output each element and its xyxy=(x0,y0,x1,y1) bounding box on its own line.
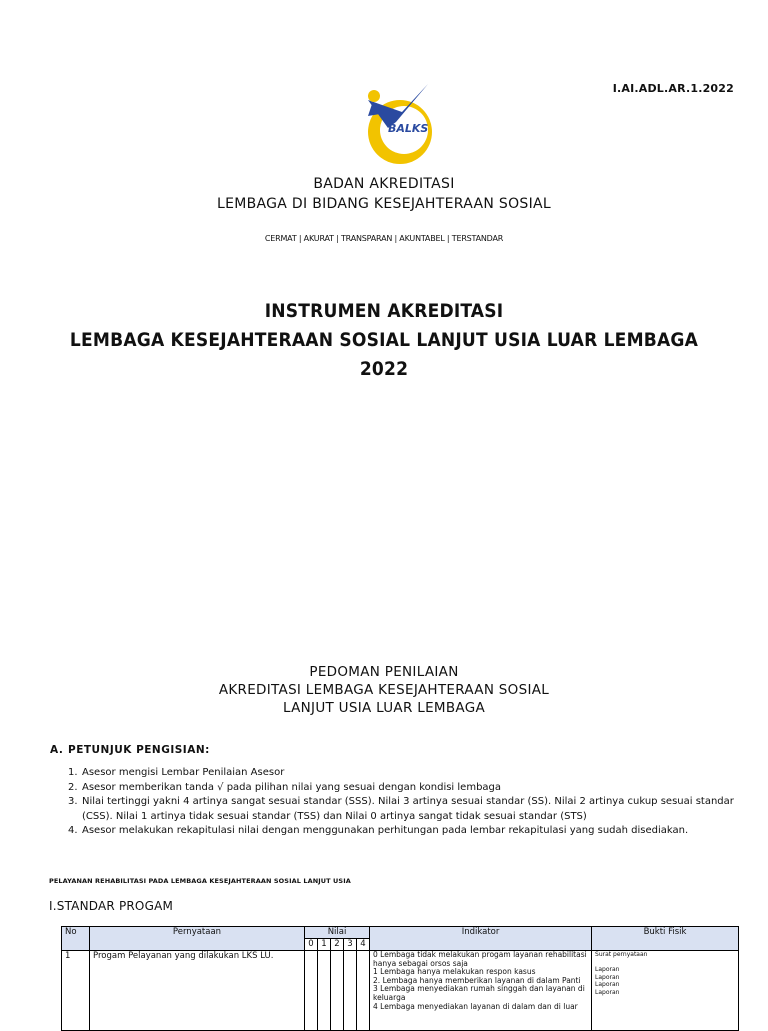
indicator-item: 3 Lembaga menyediakan rumah singgah dan layanan di keluarga xyxy=(373,984,585,1002)
list-number: 1. xyxy=(68,767,78,778)
col-header-no: No xyxy=(62,927,90,951)
list-number: 2. xyxy=(68,781,78,793)
score-cell-3[interactable] xyxy=(344,951,357,1031)
doc-title-line1: INSTRUMEN AKREDITASI xyxy=(264,300,504,322)
guide-title-line2: AKREDITASI LEMBAGA KESEJAHTERAAN SOSIAL xyxy=(218,682,550,698)
section-letter: A. xyxy=(50,744,64,756)
indicator-item: 4 Lembaga menyediakan layanan di dalam dan di luar xyxy=(373,1001,578,1011)
list-number: 3. xyxy=(68,796,78,807)
score-cell-2[interactable] xyxy=(331,951,344,1031)
col-header-statement: Pernyataan xyxy=(90,927,305,951)
evidence-spacer xyxy=(595,959,735,967)
score-level-4: 4 xyxy=(357,939,370,951)
score-cell-0[interactable] xyxy=(305,951,318,1031)
score-level-1: 1 xyxy=(318,939,331,951)
document-code: I.AI.ADL.AR.1.2022 xyxy=(612,82,734,95)
evidence-item: Laporan xyxy=(595,966,620,973)
doc-title-year: 2022 xyxy=(359,358,409,380)
org-name-line1: BADAN AKREDITASI xyxy=(313,176,455,192)
list-item xyxy=(68,766,748,781)
balks-logo xyxy=(358,82,434,168)
guide-title-line1: PEDOMAN PENILAIAN xyxy=(309,664,459,680)
evidence-item: Laporan xyxy=(595,988,620,996)
org-name-line2: LEMBAGA DI BIDANG KESEJAHTERAAN SOSIAL xyxy=(217,196,551,212)
row-statement: Progam Pelayanan yang dilakukan LKS LU. xyxy=(90,951,305,1031)
org-values: CERMAT | AKURAT | TRANSPARAN | AKUNTABEL | TERSTANDAR xyxy=(264,234,504,243)
list-number: 4. xyxy=(68,825,78,836)
doc-title-line2: LEMBAGA KESEJAHTERAAN SOSIAL LANJUT USIA LUAR LEMBAGA xyxy=(69,329,699,351)
row-indicators xyxy=(370,951,592,1031)
logo-text: BALKS xyxy=(388,122,429,135)
score-level-0: 0 xyxy=(305,939,318,951)
score-level-3: 3 xyxy=(344,939,357,951)
guide-title-line3: LANJUT USIA LUAR LEMBAGA xyxy=(282,700,485,716)
section-heading-text: PETUNJUK PENGISIAN xyxy=(68,744,206,756)
score-level-2: 2 xyxy=(331,939,344,951)
section-a-heading xyxy=(50,744,210,756)
col-header-evidence: Bukti Fisik xyxy=(592,927,739,951)
score-cell-1[interactable] xyxy=(318,951,331,1031)
row-number: 1 xyxy=(62,951,90,1031)
table-row xyxy=(62,951,739,1031)
indicator-item: 1 Lembaga hanya melakukan respon kasus xyxy=(373,967,536,977)
instruction-list xyxy=(68,766,748,839)
service-category: PELAYANAN REHABILITASI PADA LEMBAGA KESEJAHTERAAN SOSIAL LANJUT USIA xyxy=(49,877,351,885)
list-text: Asesor melakukan rekapitulasi nilai dengan menggunakan perhitungan pada lembar rekapitulasi yang sudah disediakan. xyxy=(82,825,689,836)
row-evidence xyxy=(592,951,739,1031)
col-header-indicator: Indikator xyxy=(370,927,592,951)
section-heading-colon: : xyxy=(205,744,210,756)
assessment-table xyxy=(61,926,739,1031)
list-item xyxy=(68,824,748,839)
evidence-item: Laporan xyxy=(595,981,620,988)
list-text: Asesor memberikan tanda √ pada pilihan nilai yang sesuai dengan kondisi lembaga xyxy=(82,781,502,793)
list-item xyxy=(68,795,748,824)
list-item xyxy=(68,781,748,796)
score-cell-4[interactable] xyxy=(357,951,370,1031)
indicator-item: 2. Lembaga hanya memberikan layanan di dalam Panti xyxy=(373,975,581,985)
evidence-item: Laporan xyxy=(595,973,620,981)
list-text: Asesor mengisi Lembar Penilaian Asesor xyxy=(82,767,285,778)
list-text: Nilai tertinggi yakni 4 artinya sangat sesuai standar (SSS). Nilai 3 artinya sesuai standar (SS). Nilai 2 artinya cukup sesuai standar (CSS). Nilai 1 artinya tidak sesuai standar (TSS) dan Nilai 0 artinya sangat tidak sesuai standar (STS) xyxy=(82,796,734,822)
standard-heading: I.STANDAR PROGAM xyxy=(49,899,174,913)
col-header-score: Nilai xyxy=(305,927,370,939)
indicator-item: 0 Lembaga tidak melakukan progam layanan rehabilitasi hanya sebagai orsos saja xyxy=(373,950,587,968)
evidence-item: Surat pernyataan xyxy=(595,951,648,958)
